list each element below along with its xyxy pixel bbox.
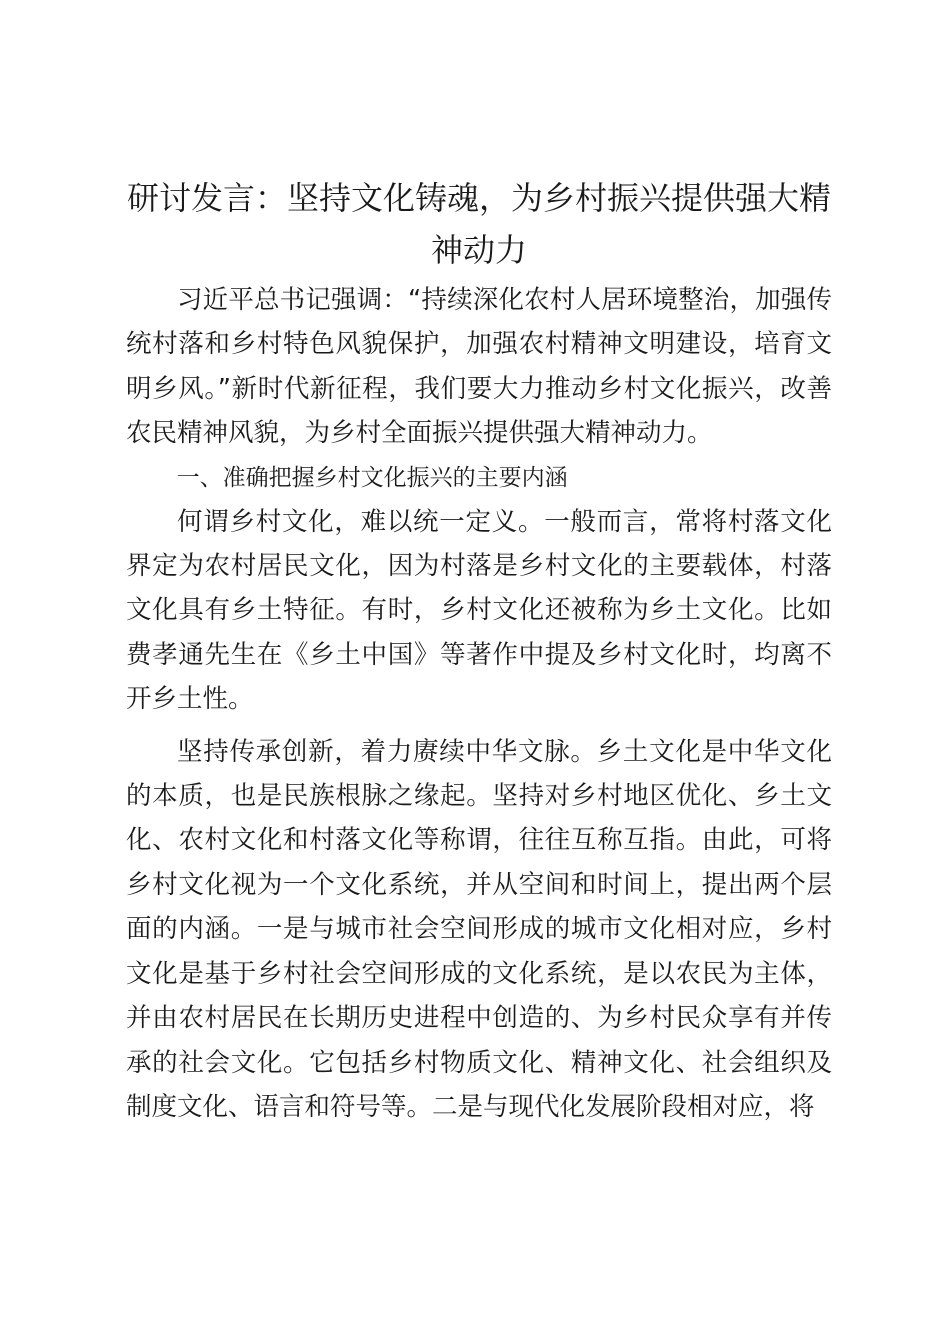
body-paragraph-2: 坚持传承创新，着力赓续中华文脉。乡土文化是中华文化的本质，也是民族根脉之缘起。坚持对乡村地区优化、乡土文化、农村文化和村落文化等称谓，往往互称互指。由此，可将乡村文化视为一个文化系统，并从空间和时间上，提出两个层面的内涵。一是与城市社会空间形成的城市文化相对应，乡村文化是基于乡村社会空间形成的文化系统，是以农民为主体，并由农村居民在长期历史进程中创造的、为乡村民众享有并传承的社会文化。它包括乡村物质文化、精神文化、社会组织及制度文化、语言和符号等。二是与现代化发展阶段相对应，将 [126, 736, 832, 1122]
body-paragraph-1: 何谓乡村文化，难以统一定义。一般而言，常将村落文化界定为农村居民文化，因为村落是乡村文化的主要载体，村落文化具有乡土特征。有时，乡村文化还被称为乡土文化。比如费孝通先生在《乡土中国》等著作中提及乡村文化时，均离不开乡土性。 [126, 506, 832, 715]
document-body [126, 172, 832, 1129]
document-title: 研讨发言：坚持文化铸魂，为乡村振兴提供强大精神动力 [126, 179, 831, 269]
section-heading: 一、准确把握乡村文化振兴的主要内涵 [176, 464, 568, 491]
intro-paragraph: 习近平总书记强调：“持续深化农村人居环境整治，加强传统村落和乡村特色风貌保护，加强农村精神文明建设，培育文明乡风。”新时代新征程，我们要大力推动乡村文化振兴，改善农民精神风貌，为乡村全面振兴提供强大精神动力。 [126, 285, 832, 449]
